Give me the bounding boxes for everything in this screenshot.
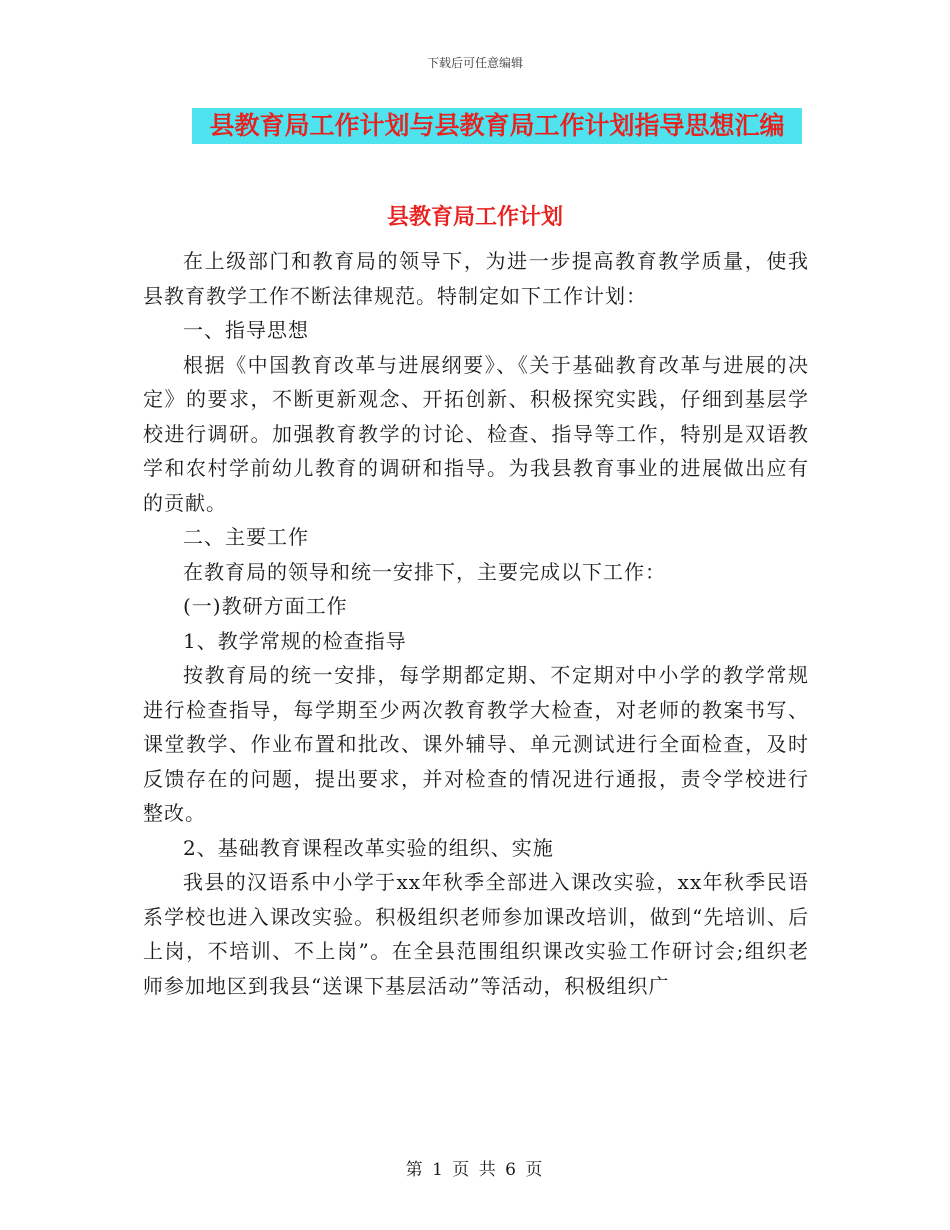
header-note: 下载后可任意编辑: [426, 56, 523, 70]
heading-research-work: (一)教研方面工作: [183, 594, 348, 618]
page-number: 第 1 页 共 6 页: [405, 1160, 545, 1180]
heading-main-work: 二、主要工作: [183, 525, 309, 549]
document-title: 县教育局工作计划与县教育局工作计划指导思想汇编: [192, 108, 802, 144]
paragraph-guiding-ideology: 根据《中国教育改革与进展纲要》、《关于基础教育改革与进展的决定》的要求，不断更新观念、开拓创新、积极探究实践，仔细到基层学校进行调研。加强教育教学的讨论、检查、指导等工作，特别是双语教学和农村学前幼儿教育的调研和指导。为我县教育事业的进展做出应有的贡献。: [143, 352, 809, 515]
paragraph-routine-check: 按教育局的统一安排，每学期都定期、不定期对中小学的教学常规进行检查指导，每学期至少两次教育教学大检查，对老师的教案书写、课堂教学、作业布置和批改、课外辅导、单元测试进行全面检查，及时反馈存在的问题，提出要求，并对检查的情况进行通报，责令学校进行整改。: [143, 663, 809, 825]
heading-curriculum-reform: 2、基础教育课程改革实验的组织、实施: [183, 835, 554, 860]
paragraph-intro: 在上级部门和教育局的领导下，为进一步提高教育教学质量，使我县教育教学工作不断法律规范。特制定如下工作计划：: [143, 249, 809, 308]
heading-guiding-ideology: 一、指导思想: [183, 318, 309, 342]
section-title: 县教育局工作计划: [386, 205, 563, 230]
document-body: [143, 244, 809, 1003]
heading-routine-check: 1、教学常规的检查指导: [183, 628, 407, 653]
paragraph-main-work: 在教育局的领导和统一安排下，主要完成以下工作：: [183, 559, 666, 584]
paragraph-curriculum-reform: 我县的汉语系中小学于xx年秋季全部进入课改实验，xx年秋季民语系学校也进入课改实验。积极组织老师参加课改培训，做到“先培训、后上岗，不培训、不上岗”。在全县范围组织课改实验工作研讨会;组织老师参加地区到我县“送课下基层活动”等活动，积极组织广: [143, 870, 809, 998]
